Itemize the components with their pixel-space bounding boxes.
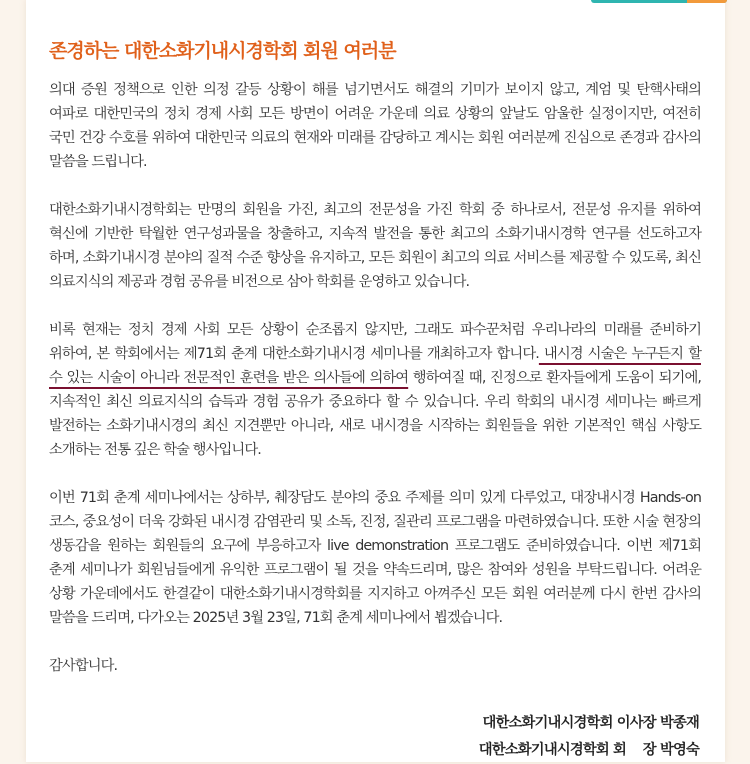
signature-president: 대한소화기내시경학회 회 장 박영숙: [478, 742, 699, 758]
paragraph-3-text-end: 행하여질 때, 진정으로 환자들에게 도움이 되기에, 지속적인 최신 의료지식의 습득과 경험 공유가 중요하다 할 수 있습니다. 우리 학회의 내시경 세미나는 빠르게 발전하는 소화기내시경의 최신 지견뿐만 아니라, 새로 내시경을 시작하는 회원들을 위한 기본적인 핵심 사항도 소개하는 전통 깊은 학술 행사입니다.: [49, 370, 701, 458]
signature-chairman: 대한소화기내시경학회 이사장 박종재: [482, 715, 699, 731]
top-accent-bar: [591, 0, 727, 3]
signature-block: [479, 710, 699, 764]
paragraph-2: 대한소화기내시경학회는 만명의 회원을 가진, 최고의 전문성을 가진 학회 중 하나로서, 전문성 유지를 위하여 혁신에 기반한 탁월한 연구성과물을 창출하고, 지속적 발전을 통한 최고의 소화기내시경학 연구를 선도하고자 하며, 소화기내시경 분야의 질적 수준 향상을 유지하고, 모든 회원이 최고의 의료 서비스를 제공할 수 있도록, 최신 의료지식의 제공과 경험 공유를 비전으로 삼아 학회를 운영하고 있습니다.: [49, 202, 701, 290]
paragraph-3-text-start: 비록 현재는 정치 경제 사회 모든 상황이 순조롭지 않지만, 그래도 파수꾼처럼 우리나라의 미래를 준비하기 위하여, 본 학회에서는 제71회 춘계 대한소화기내시경 세미나를 개최하고자 합니다.: [49, 322, 701, 362]
letter-body: [49, 78, 701, 702]
paragraph-5: 감사합니다.: [49, 658, 118, 674]
paragraph-1: 의대 증원 정책으로 인한 의정 갈등 상황이 해를 넘기면서도 해결의 기미가 보이지 않고, 계엄 및 탄핵사태의 여파로 대한민국의 정치 경제 사회 모든 방면이 어려운 가운데 의료 상황의 앞날도 암울한 실정이지만, 여전히 국민 건강 수호를 위하여 대한민국 의료의 현재와 미래를 감당하고 계시는 회원 여러분께 진심으로 존경과 감사의 말씀을 드립니다.: [49, 82, 701, 170]
paragraph-3: [49, 318, 701, 462]
letter-card: [26, 0, 725, 762]
page-title: 존경하는 대한소화기내시경학회 회원 여러분: [49, 40, 396, 62]
underlined-highlight: 내시경 시술은 누구든지 할 수 있는 시술이 아니라 전문적인 훈련을 받은 의사들에 의하여: [49, 346, 701, 386]
paragraph-4: 이번 71회 춘계 세미나에서는 상하부, 췌장담도 분야의 중요 주제를 의미 있게 다루었고, 대장내시경 Hands-on 코스, 중요성이 더욱 강화된 내시경 감염관리 및 소독, 진정, 질관리 프로그램을 마련하였습니다. 또한 시술 현장의 생동감을 원하는 회원들의 요구에 부응하고자 live demonstration 프로그램도 준비하였습니다. 이번 제71회 춘계 세미나가 회원님들에게 유익한 프로그램이 될 것을 약속드리며, 많은 참여와 성원을 부탁드립니다. 어려운 상황 가운데에서도 한결같이 대한소화기내시경학회를 지지하고 아껴주신 모든 회원 여러분께 다시 한번 감사의 말씀을 드리며, 다가오는 2025년 3월 23일, 71회 춘계 세미나에서 뵙겠습니다.: [49, 490, 701, 626]
